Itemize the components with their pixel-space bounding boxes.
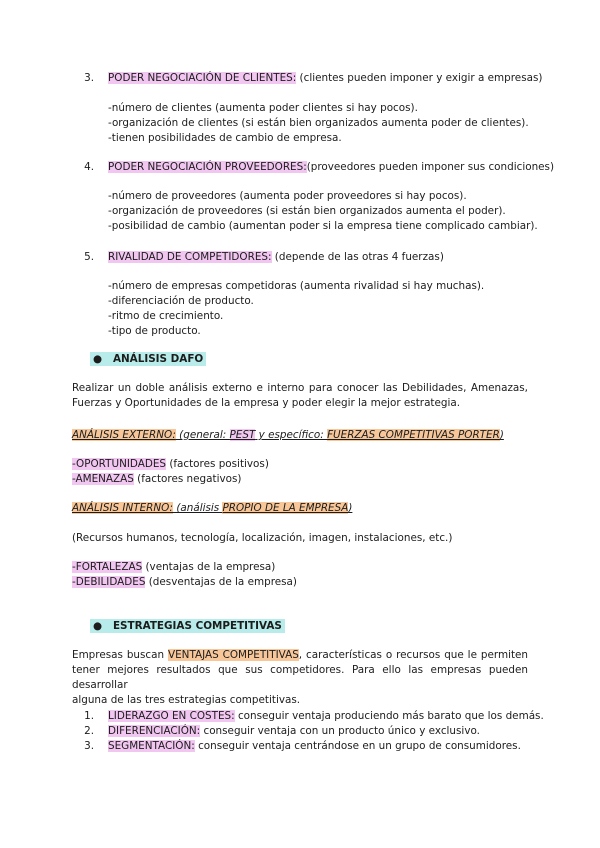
list-number: 1. (84, 710, 94, 722)
force-title: PODER NEGOCIACIÓN DE CLIENTES: (108, 72, 297, 84)
text-span: (ventajas de la empresa) (142, 561, 276, 573)
detail-line: -número de proveedores (aumenta poder proveedores si hay pocos). (108, 190, 467, 202)
competitive-advantages-highlight: VENTAJAS COMPETITIVAS (168, 649, 299, 661)
detail-line: -tipo de producto. (108, 325, 201, 337)
text-span: , características o recursos que le permiten (298, 649, 529, 661)
strategies-intro (72, 648, 528, 708)
text-span: Empresas buscan (72, 649, 168, 661)
list-number: 5. (84, 251, 94, 263)
detail-line: -número de empresas competidoras (aumenta rivalidad si hay muchas). (108, 280, 485, 292)
detail-line: -organización de clientes (si están bien organizados aumenta poder de clientes). (108, 117, 529, 129)
text-span: (análisis (173, 502, 223, 514)
text-span: conseguir ventaja centrándose en un grupo de consumidores. (194, 740, 521, 752)
porter-highlight: FUERZAS COMPETITIVAS PORTER (327, 429, 500, 441)
threats-line (72, 473, 241, 486)
internal-analysis-line (72, 502, 352, 515)
paragraph-line: tener mejores resultados que sus competidores. Para ello las empresas pueden desarrollar (72, 664, 528, 691)
external-analysis-line (72, 429, 504, 442)
text-span: ) (499, 429, 504, 441)
strengths-label: -FORTALEZAS (72, 561, 143, 573)
threats-label: -AMENAZAS (72, 473, 134, 485)
text-span: (general: (175, 429, 230, 441)
opportunities-line (72, 458, 269, 471)
section-heading-dafo (90, 353, 206, 366)
detail-line: -diferenciación de producto. (108, 295, 254, 307)
force-description: (depende de las otras 4 fuerzas) (271, 251, 444, 263)
list-number: 3. (84, 740, 94, 752)
text-span: (desventajas de la empresa) (145, 576, 297, 588)
dafo-intro (72, 381, 528, 411)
opportunities-label: -OPORTUNIDADES (72, 458, 167, 470)
external-analysis-label: ANÁLISIS EXTERNO: (72, 429, 176, 441)
text-span: conseguir ventaja produciendo más barato que los demás. (234, 710, 544, 722)
weaknesses-line (72, 576, 297, 589)
bullet-icon: ● (93, 353, 103, 365)
own-company-highlight: PROPIO DE LA EMPRESA (222, 502, 349, 514)
force-title: RIVALIDAD DE COMPETIDORES: (108, 251, 272, 263)
bullet-icon: ● (93, 620, 103, 632)
detail-line: -posibilidad de cambio (aumentan poder si la empresa tiene complicado cambiar). (108, 220, 538, 232)
detail-line: -tienen posibilidades de cambio de empresa. (108, 132, 342, 144)
section-title: ANÁLISIS DAFO (112, 353, 204, 365)
weaknesses-label: -DEBILIDADES (72, 576, 146, 588)
strategy-title: LIDERAZGO EN COSTES: (108, 710, 235, 722)
paragraph-line: Realizar un doble análisis externo e interno para conocer las Debilidades, Amenazas, (72, 382, 528, 394)
text-span: ) (348, 502, 353, 514)
list-number: 3. (84, 72, 94, 84)
list-number: 2. (84, 725, 94, 737)
force-description: (proveedores pueden imponer sus condiciones) (306, 161, 555, 173)
text-span: (factores positivos) (166, 458, 269, 470)
paragraph-line (72, 648, 528, 663)
text-span: y específico: (255, 429, 328, 441)
resources-line: (Recursos humanos, tecnología, localización, imagen, instalaciones, etc.) (72, 532, 453, 544)
pest-highlight: PEST (229, 429, 256, 441)
detail-line: -ritmo de crecimiento. (108, 310, 224, 322)
text-span: conseguir ventaja con un producto único y exclusivo. (200, 725, 480, 737)
strengths-line (72, 561, 275, 574)
detail-line: -organización de proveedores (si están bien organizados aumenta el poder). (108, 205, 506, 217)
force-title: PODER NEGOCIACIÓN PROVEEDORES: (108, 161, 307, 173)
detail-line: -número de clientes (aumenta poder clientes si hay pocos). (108, 102, 418, 114)
list-number: 4. (84, 161, 94, 173)
strategy-title: SEGMENTACIÓN: (108, 740, 195, 752)
paragraph-line: Fuerzas y Oportunidades de la empresa y poder elegir la mejor estrategia. (72, 397, 461, 409)
internal-analysis-label: ANÁLISIS INTERNO: (72, 502, 174, 514)
paragraph-line: alguna de las tres estrategias competitivas. (72, 694, 301, 706)
section-heading-strategies (90, 620, 285, 633)
strategy-title: DIFERENCIACIÓN: (108, 725, 201, 737)
text-span: (factores negativos) (133, 473, 242, 485)
force-description: (clientes pueden imponer y exigir a empresas) (296, 72, 543, 84)
section-title: ESTRATEGIAS COMPETITIVAS (112, 620, 282, 632)
